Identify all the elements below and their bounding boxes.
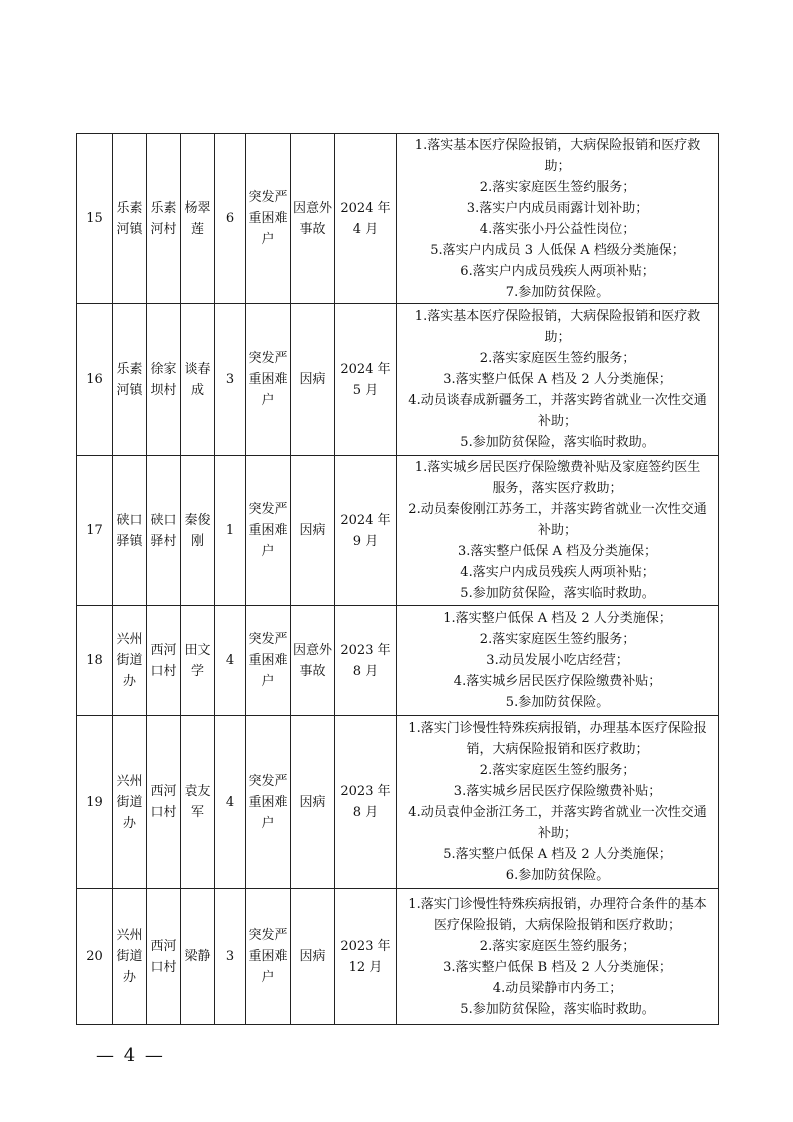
- row-number-cell: 15: [77, 134, 113, 304]
- measure-line: 销，大病保险报销和医疗救助；: [466, 742, 649, 757]
- measure-line: 1.落实门诊慢性特殊疾病报销，办理基本医疗保险报: [408, 721, 707, 736]
- town-cell: 乐素河镇: [113, 134, 147, 304]
- measure-line: 5.落实整户低保 A 档及 2 人分类施保；: [443, 847, 672, 862]
- measure-line: 4.落实张小丹公益性岗位；: [479, 221, 636, 237]
- table-row: [77, 716, 719, 889]
- date-cell: 2024 年 4 月: [335, 134, 397, 304]
- name-cell: 杨翠莲: [181, 134, 215, 304]
- measure-line: 3.落实整户低保 A 档及 2 人分类施保；: [443, 372, 672, 387]
- measure-line: 2.落实家庭医生签约服务；: [479, 763, 636, 778]
- measure-line: 1.落实门诊慢性特殊疾病报销，办理符合条件的基本: [408, 896, 707, 912]
- table-row: [77, 606, 719, 716]
- measure-line: 3.落实整户低保 A 档及分类施保；: [457, 544, 658, 559]
- household-type-cell: 突发严重困难户: [246, 456, 291, 606]
- measure-line: 1.落实基本医疗保险报销，大病保险报销和医疗救: [414, 137, 701, 153]
- measure-line: 5.落实户内成员 3 人低保 A 档级分类施保；: [430, 242, 685, 258]
- town-cell: 兴州街道办: [113, 716, 147, 889]
- household-type-cell: 突发严重困难户: [246, 304, 291, 456]
- measure-line: 4.落实户内成员残疾人两项补贴；: [460, 565, 655, 580]
- measure-line: 2.动员秦俊刚江苏务工，并落实跨省就业一次性交通: [408, 502, 707, 517]
- village-cell: 西河口村: [147, 606, 181, 716]
- name-cell: 袁友军: [181, 716, 215, 889]
- village-cell: 西河口村: [147, 889, 181, 1025]
- table-row: [77, 134, 719, 304]
- measure-line: 补助；: [537, 523, 577, 538]
- measure-line: 2.落实家庭医生签约服务；: [479, 632, 636, 647]
- town-cell: 兴州街道办: [113, 606, 147, 716]
- household-size-cell: 1: [215, 456, 246, 606]
- village-cell: 西河口村: [147, 716, 181, 889]
- measures-cell: [397, 456, 719, 606]
- measure-line: 医疗保险报销，大病保险报销和医疗救助；: [433, 917, 681, 933]
- measures-cell: [397, 134, 719, 304]
- name-cell: 谈春成: [181, 304, 215, 456]
- measure-line: 5.参加防贫保险，落实临时救助。: [460, 435, 655, 450]
- measure-line: 6.参加防贫保险。: [505, 868, 610, 883]
- measure-line: 5.参加防贫保险，落实临时救助。: [460, 1001, 655, 1017]
- measure-line: 1.落实城乡居民医疗保险缴费补贴及家庭签约医生: [414, 460, 701, 475]
- date-cell: 2024 年 9 月: [335, 456, 397, 606]
- village-cell: 硖口驿村: [147, 456, 181, 606]
- cause-cell: 因意外事故: [291, 606, 335, 716]
- date-cell: 2023 年 8 月: [335, 606, 397, 716]
- household-size-cell: 3: [215, 304, 246, 456]
- measure-line: 5.参加防贫保险，落实临时救助。: [460, 586, 655, 601]
- town-cell: 乐素河镇: [113, 304, 147, 456]
- measures-cell: [397, 716, 719, 889]
- measure-line: 4.动员袁仲金浙江务工，并落实跨省就业一次性交通: [408, 805, 707, 820]
- date-cell: 2023 年 8 月: [335, 716, 397, 889]
- measure-line: 3.落实整户低保 B 档及 2 人分类施保；: [443, 959, 672, 975]
- cause-cell: 因病: [291, 716, 335, 889]
- household-size-cell: 4: [215, 606, 246, 716]
- row-number-cell: 19: [77, 716, 113, 889]
- household-type-cell: 突发严重困难户: [246, 716, 291, 889]
- measure-line: 4.落实城乡居民医疗保险缴费补贴；: [453, 674, 662, 689]
- measure-line: 3.落实城乡居民医疗保险缴费补贴；: [453, 784, 662, 799]
- measure-line: 1.落实整户低保 A 档及 2 人分类施保；: [443, 611, 672, 626]
- village-cell: 徐家坝村: [147, 304, 181, 456]
- measure-line: 补助；: [537, 414, 577, 429]
- page-number: — 4 —: [96, 1045, 165, 1066]
- measure-line: 助；: [544, 330, 571, 345]
- measure-line: 2.落实家庭医生签约服务；: [479, 179, 636, 195]
- measure-line: 5.参加防贫保险。: [505, 695, 610, 710]
- household-type-cell: 突发严重困难户: [246, 889, 291, 1025]
- row-number-cell: 18: [77, 606, 113, 716]
- row-number-cell: 20: [77, 889, 113, 1025]
- measure-line: 7.参加防贫保险。: [505, 284, 610, 300]
- measure-line: 3.动员发展小吃店经营；: [486, 653, 629, 668]
- household-size-cell: 6: [215, 134, 246, 304]
- name-cell: 梁静: [181, 889, 215, 1025]
- name-cell: 田文学: [181, 606, 215, 716]
- name-cell: 秦俊刚: [181, 456, 215, 606]
- household-type-cell: 突发严重困难户: [246, 606, 291, 716]
- measure-line: 2.落实家庭医生签约服务；: [479, 351, 636, 366]
- town-cell: 硖口驿镇: [113, 456, 147, 606]
- measure-line: 服务，落实医疗救助；: [492, 481, 623, 496]
- measures-cell: [397, 304, 719, 456]
- household-size-cell: 4: [215, 716, 246, 889]
- measure-line: 4.动员梁静市内务工；: [492, 980, 623, 996]
- measure-line: 2.落实家庭医生签约服务；: [479, 938, 636, 954]
- row-number-cell: 16: [77, 304, 113, 456]
- household-size-cell: 3: [215, 889, 246, 1025]
- measure-line: 1.落实基本医疗保险报销，大病保险报销和医疗救: [414, 309, 701, 324]
- date-cell: 2023 年 12 月: [335, 889, 397, 1025]
- measures-cell: [397, 889, 719, 1025]
- cause-cell: 因意外事故: [291, 134, 335, 304]
- table-row: [77, 456, 719, 606]
- measure-line: 3.落实户内成员雨露计划补助；: [466, 200, 649, 216]
- table-row: [77, 889, 719, 1025]
- date-cell: 2024 年 5 月: [335, 304, 397, 456]
- village-cell: 乐素河村: [147, 134, 181, 304]
- cause-cell: 因病: [291, 889, 335, 1025]
- measure-line: 补助；: [537, 826, 577, 841]
- cause-cell: 因病: [291, 456, 335, 606]
- cause-cell: 因病: [291, 304, 335, 456]
- household-type-cell: 突发严重困难户: [246, 134, 291, 304]
- measure-line: 助；: [544, 158, 571, 174]
- measure-line: 6.落实户内成员残疾人两项补贴；: [460, 263, 655, 279]
- measure-line: 4.动员谈春成新疆务工，并落实跨省就业一次性交通: [408, 393, 707, 408]
- table-body: [77, 134, 719, 1025]
- town-cell: 兴州街道办: [113, 889, 147, 1025]
- households-table: [76, 133, 719, 1025]
- row-number-cell: 17: [77, 456, 113, 606]
- measures-cell: [397, 606, 719, 716]
- table-row: [77, 304, 719, 456]
